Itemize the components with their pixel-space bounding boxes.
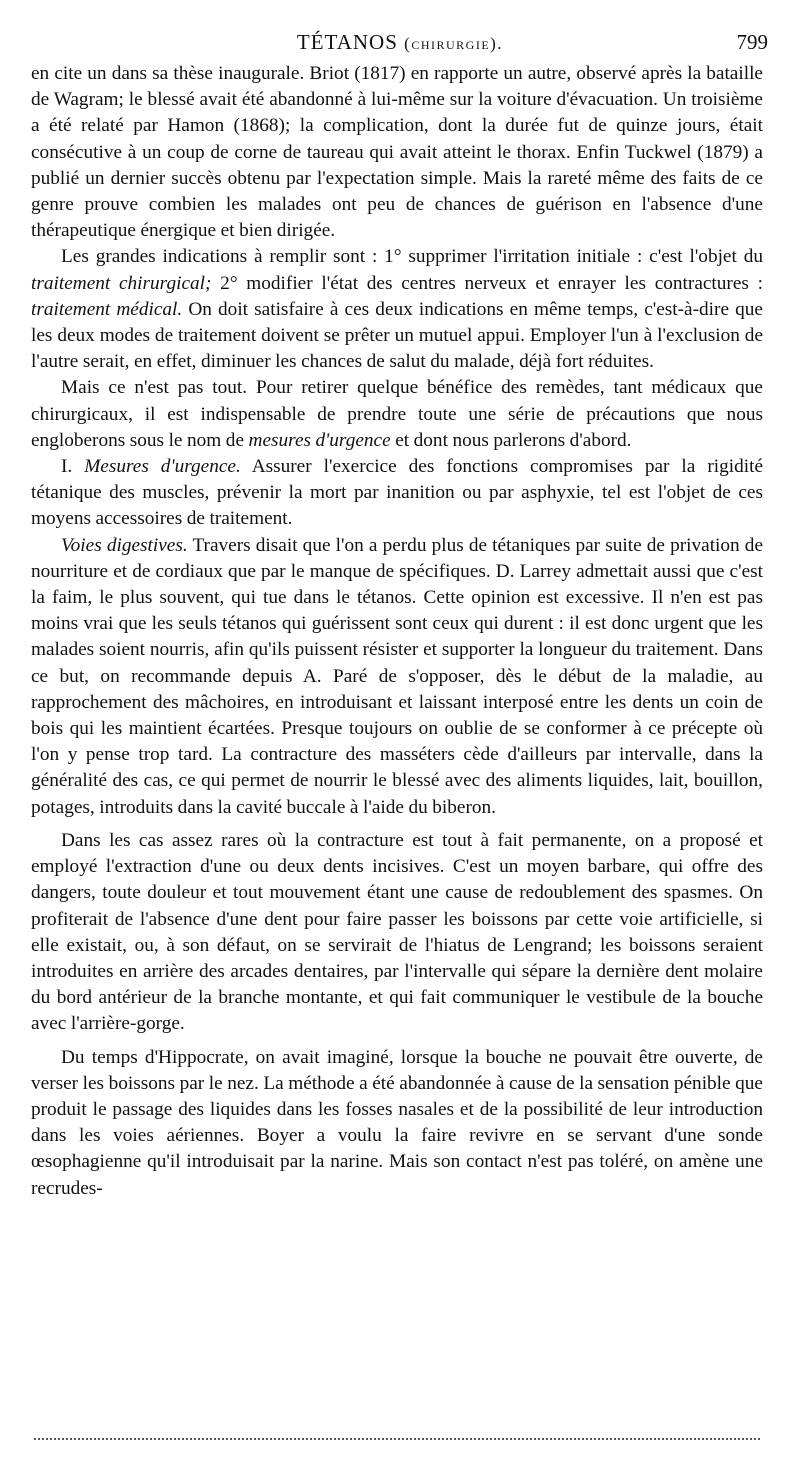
text-run: On doit satisfaire à ces deux indications en même temps, c'est-à-dire que les deux modes de traitement doivent se prêter un mutuel appui. Employer l'un à l'exclusion de l'autre serait, en effet, diminuer les chances de salut du malade, déjà fort réduites. — [31, 298, 763, 373]
text-run: I. — [61, 456, 85, 478]
italic-text: traitement chirurgical; — [31, 272, 212, 294]
italic-text: Voies digestives. — [61, 534, 188, 556]
text-run: Dans les cas assez rares où la contracture est tout à fait permanente, on a proposé et employé l'extraction d'une ou deux dents incisives. C'est un moyen barbare, qui offre des dangers, toute douleur et tout mouvement étant une cause de redoublement des spasmes. On profiterait de l'absence d'une dent pour faire passer les boissons par cette voie artificielle, si elle existait, ou, à son défaut, on se servirait de l'hiatus de Lengrand; les boissons seraient introduites en arrière des arcades dentaires, par l'intervalle qui sépare la dernière dent molaire du bord antérieur de la branche montante, et qui fait communiquer le vestibule de la bouche avec l'arrière-gorge. — [31, 829, 763, 1035]
running-header — [30, 30, 770, 60]
body-text — [31, 61, 763, 1202]
text-run: Du temps d'Hippocrate, on avait imaginé, lorsque la bouche ne pouvait être ouverte, de verser les boissons par le nez. La méthode a été abandonnée à cause de la sensation pénible que produit le passage des liquides dans les fosses nasales et de la possibilité de leur introduction dans les voies aériennes. Boyer a voulu la faire revivre en se servant d'une sonde œsophagienne qu'il introduisait par la narine. Mais son contact n'est pas toléré, on amène une recrudes- — [31, 1046, 763, 1199]
paragraph — [31, 533, 763, 821]
text-run: et dont nous parlerons d'abord. — [390, 429, 632, 451]
running-title-sub: (chirurgie). — [404, 34, 504, 53]
italic-text: Mesures d'urgence. — [84, 456, 241, 478]
italic-text: mesures d'urgence — [248, 429, 391, 451]
text-run: Assurer l'exercice des fonctions compromises par la rigidité tétanique des muscles, prévenir la mort par inanition ou par asphyxie, tel est l'objet de ces moyens accessoires de traitement. — [31, 456, 764, 530]
running-title — [30, 30, 770, 55]
text-run: 2° modifier l'état des centres nerveux et enrayer les contractures : — [211, 272, 763, 294]
footer-dotted-rule — [34, 1438, 760, 1440]
text-run: Travers disait que l'on a perdu plus de tétaniques par suite de privation de nourriture et de cordiaux que par le manque de spécifiques. D. Larrey admettait aussi que c'est la faim, le plus souvent, qui tue dans le tétanos. Cette opinion est excessive. Il n'en est pas moins vrai que les seuls tétanos qui guérissent sont ceux qui durent : il est donc urgent que les malades soient nourris, afin qu'ils puissent résister et supporter la longueur du traitement. Dans ce but, on recommande depuis A. Paré de s'opposer, dès le début de la maladie, au rapprochement des mâchoires, en introduisant et laissant interposé entre les dents un coin de bois qui les maintient écartées. Presque toujours on oublie de se conformer à ce précepte où l'on y pense trop tard. La contracture des masséters cède d'ailleurs par intervalle, dans la généralité des cas, ce qui permet de nourrir le blessé avec des aliments liquides, lait, bouillon, potages, introduits dans la cavité buccale à l'aide du biberon. — [31, 534, 764, 818]
paragraph — [31, 1045, 763, 1202]
paragraph — [31, 828, 763, 1038]
page-number: 799 — [736, 30, 768, 54]
paragraph — [31, 454, 763, 533]
text-run: Les grandes indications à remplir sont : 1° supprimer l'irritation initiale : c'est l'objet du — [61, 246, 763, 268]
paragraph — [31, 61, 763, 244]
text-run: Mais ce n'est pas tout. Pour retirer quelque bénéfice des remèdes, tant médicaux que chirurgicaux, il est indispensable de prendre toute une série de précautions que nous engloberons sous le nom de — [31, 377, 763, 451]
paragraph — [31, 244, 763, 375]
paragraph — [31, 375, 763, 454]
italic-text: traitement médical. — [31, 298, 183, 320]
running-title-main: TÉTANOS — [296, 30, 398, 54]
text-run: en cite un dans sa thèse inaugurale. Briot (1817) en rapporte un autre, observé après la bataille de Wagram; le blessé avait été abandonné à lui-même sur la voiture d'évacuation. Un troisième a été relaté par Hamon (1868); la complication, dont la durée fut de quinze jours, était consécutive à un coup de corne de taureau qui avait atteint le thorax. Enfin Tuckwel (1879) a publié un dernier succès obtenu par l'expectation simple. Mais la rareté même des faits de ce genre prouve combien les malades ont peu de chances de guérison en l'absence d'une thérapeutique énergique et bien dirigée. — [31, 63, 763, 242]
